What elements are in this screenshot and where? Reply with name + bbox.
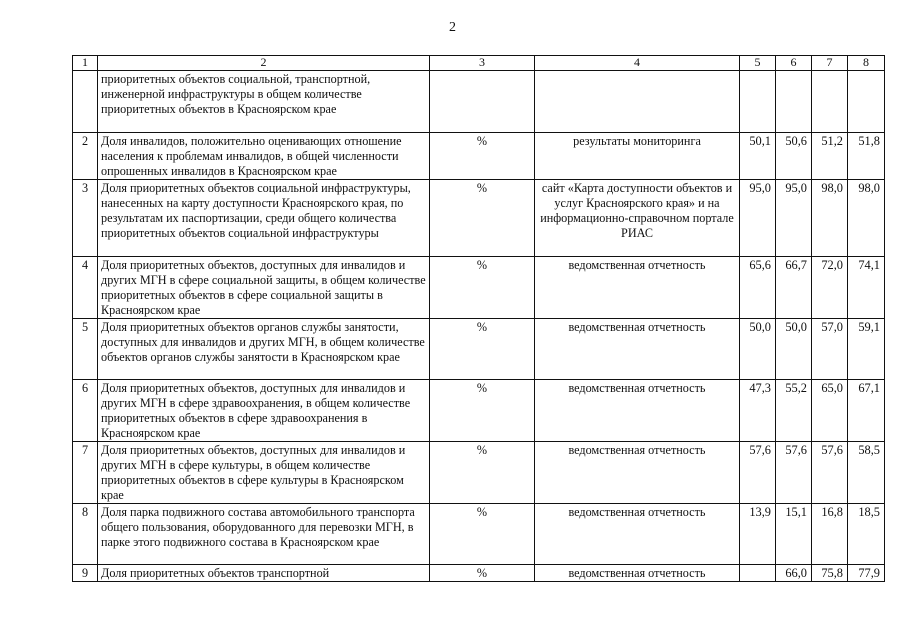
value-col5: 50,0: [740, 319, 776, 380]
row-number: [73, 71, 98, 133]
source-cell: ведомственная отчетность: [535, 319, 740, 380]
column-header: 3: [430, 56, 535, 71]
column-header: 6: [776, 56, 812, 71]
table-row: [73, 319, 885, 380]
page-number: 2: [449, 20, 456, 35]
value-col7: [812, 71, 848, 133]
row-number: 4: [73, 257, 98, 319]
value-col7: 72,0: [812, 257, 848, 319]
value-col5: 95,0: [740, 180, 776, 257]
unit-cell: [430, 71, 535, 133]
value-col6: 95,0: [776, 180, 812, 257]
value-col5: [740, 565, 776, 582]
indicator-name: Доля приоритетных объектов, доступных для инвалидов и других МГН в сфере здравоохранения, в общем количестве приоритетных объектов в сфере здравоохранения в Красноярском крае: [98, 380, 430, 442]
value-col7: 75,8: [812, 565, 848, 582]
value-col6: [776, 71, 812, 133]
row-number: 6: [73, 380, 98, 442]
value-col7: 57,6: [812, 442, 848, 504]
row-number: 3: [73, 180, 98, 257]
value-col5: 65,6: [740, 257, 776, 319]
value-col5: [740, 71, 776, 133]
unit-cell: %: [430, 133, 535, 180]
value-col7: 98,0: [812, 180, 848, 257]
source-cell: результаты мониторинга: [535, 133, 740, 180]
table-row: [73, 133, 885, 180]
value-col8: [848, 71, 885, 133]
value-col8: 59,1: [848, 319, 885, 380]
value-col5: 13,9: [740, 504, 776, 565]
indicator-name: Доля приоритетных объектов, доступных для инвалидов и других МГН в сфере культуры, в общем количестве приоритетных объектов в сфере культуры в Красноярском крае: [98, 442, 430, 504]
indicator-name: Доля приоритетных объектов транспортной: [98, 565, 430, 582]
unit-cell: %: [430, 257, 535, 319]
row-number: 5: [73, 319, 98, 380]
unit-cell: %: [430, 442, 535, 504]
source-cell: ведомственная отчетность: [535, 442, 740, 504]
source-cell: ведомственная отчетность: [535, 257, 740, 319]
value-col8: 58,5: [848, 442, 885, 504]
column-header: 1: [73, 56, 98, 71]
source-cell: ведомственная отчетность: [535, 380, 740, 442]
indicator-name: Доля инвалидов, положительно оценивающих отношение населения к проблемам инвалидов, в общей численности опрошенных инвалидов в Красноярском крае: [98, 133, 430, 180]
value-col6: 57,6: [776, 442, 812, 504]
table-row: [73, 257, 885, 319]
value-col8: 51,8: [848, 133, 885, 180]
value-col6: 50,0: [776, 319, 812, 380]
value-col7: 65,0: [812, 380, 848, 442]
value-col8: 18,5: [848, 504, 885, 565]
unit-cell: %: [430, 504, 535, 565]
value-col6: 66,0: [776, 565, 812, 582]
column-header: 4: [535, 56, 740, 71]
indicator-name: приоритетных объектов социальной, транспортной, инженерной инфраструктуры в общем количестве приоритетных объектов в Красноярском крае: [98, 71, 430, 133]
value-col7: 16,8: [812, 504, 848, 565]
value-col8: 98,0: [848, 180, 885, 257]
source-cell: [535, 71, 740, 133]
column-header: 2: [98, 56, 430, 71]
value-col5: 57,6: [740, 442, 776, 504]
row-number: 8: [73, 504, 98, 565]
value-col5: 50,1: [740, 133, 776, 180]
value-col6: 50,6: [776, 133, 812, 180]
value-col7: 57,0: [812, 319, 848, 380]
value-col7: 51,2: [812, 133, 848, 180]
unit-cell: %: [430, 565, 535, 582]
indicator-name: Доля приоритетных объектов органов службы занятости, доступных для инвалидов и других МГН, в общем количестве объектов органов службы занятости в Красноярском крае: [98, 319, 430, 380]
value-col6: 66,7: [776, 257, 812, 319]
column-header: 8: [848, 56, 885, 71]
unit-cell: %: [430, 319, 535, 380]
value-col8: 77,9: [848, 565, 885, 582]
header-row: [73, 56, 885, 71]
table-row: [73, 180, 885, 257]
table-row: [73, 504, 885, 565]
value-col5: 47,3: [740, 380, 776, 442]
column-header: 7: [812, 56, 848, 71]
value-col8: 67,1: [848, 380, 885, 442]
value-col6: 15,1: [776, 504, 812, 565]
row-number: 7: [73, 442, 98, 504]
row-number: 2: [73, 133, 98, 180]
indicator-name: Доля приоритетных объектов, доступных для инвалидов и других МГН в сфере социальной защиты, в общем количестве приоритетных объектов в сфере социальной защиты в Красноярском крае: [98, 257, 430, 319]
table-row: [73, 71, 885, 133]
table-row: [73, 442, 885, 504]
unit-cell: %: [430, 380, 535, 442]
table-row: [73, 380, 885, 442]
table-row: [73, 565, 885, 582]
indicators-table: [72, 55, 885, 582]
source-cell: ведомственная отчетность: [535, 565, 740, 582]
value-col6: 55,2: [776, 380, 812, 442]
source-cell: сайт «Карта доступности объектов и услуг Красноярского края» и на информационно-справочном портале РИАС: [535, 180, 740, 257]
row-number: 9: [73, 565, 98, 582]
source-cell: ведомственная отчетность: [535, 504, 740, 565]
value-col8: 74,1: [848, 257, 885, 319]
indicator-name: Доля парка подвижного состава автомобильного транспорта общего пользования, оборудованного для перевозки МГН, в парке этого подвижного состава в Красноярском крае: [98, 504, 430, 565]
unit-cell: %: [430, 180, 535, 257]
indicator-name: Доля приоритетных объектов социальной инфраструктуры, нанесенных на карту доступности Красноярского края, по результатам их паспортизации, среди общего количества приоритетных объектов социальной инфраструктуры: [98, 180, 430, 257]
column-header: 5: [740, 56, 776, 71]
